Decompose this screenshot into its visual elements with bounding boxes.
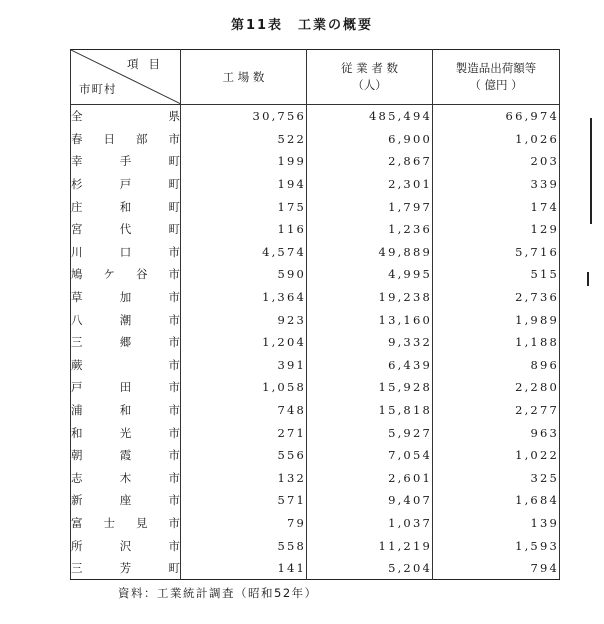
page-title: 第11表 工業の概要 [230, 18, 374, 33]
factories-cell: 556 [181, 444, 307, 467]
municipality-name [71, 199, 180, 215]
municipality-char: 市 [168, 267, 180, 282]
municipality-cell [71, 308, 181, 331]
table-row [71, 354, 560, 377]
municipality-char: 杉 [71, 177, 83, 192]
shipments-header-unit: （ 億円 ） [469, 78, 523, 92]
municipality-char: 市 [168, 131, 180, 146]
employees-cell: 6,439 [307, 354, 433, 377]
municipality-cell [71, 263, 181, 286]
city-header: 市町村 [79, 82, 117, 96]
municipality-cell [71, 489, 181, 512]
table-row [71, 105, 560, 128]
municipality-char: 芳 [119, 561, 132, 576]
municipality-char: 座 [119, 493, 132, 508]
municipality-char: 川 [71, 244, 83, 259]
factories-header-label: 工 場 数 [222, 69, 265, 84]
municipality-name [71, 221, 180, 237]
employees-cell: 11,219 [307, 534, 433, 557]
factories-cell: 141 [181, 557, 307, 580]
shipments-cell: 2,280 [433, 376, 560, 399]
industry-summary-table [70, 49, 560, 580]
employees-header-label: 従 業 者 数 [341, 61, 398, 75]
employees-cell: 9,332 [307, 331, 433, 354]
municipality-cell [71, 376, 181, 399]
municipality-char: 市 [168, 515, 180, 530]
employees-cell: 2,867 [307, 150, 433, 173]
municipality-name [71, 538, 180, 554]
table-row [71, 263, 560, 286]
municipality-cell [71, 286, 181, 309]
municipality-name [71, 402, 180, 418]
factories-cell: 571 [181, 489, 307, 512]
municipality-cell [71, 241, 181, 264]
factories-cell: 748 [181, 399, 307, 422]
employees-cell: 4,995 [307, 263, 433, 286]
municipality-char: 加 [119, 290, 132, 305]
municipality-name [71, 244, 180, 260]
employees-cell: 2,601 [307, 467, 433, 490]
municipality-cell [71, 105, 181, 128]
municipality-name [71, 425, 180, 441]
municipality-char: 三 [71, 335, 83, 350]
municipality-name [71, 447, 180, 463]
factories-cell: 923 [181, 308, 307, 331]
employees-cell: 15,928 [307, 376, 433, 399]
factories-cell: 590 [181, 263, 307, 286]
municipality-cell [71, 354, 181, 377]
municipality-char: 町 [168, 199, 180, 214]
shipments-cell: 1,684 [433, 489, 560, 512]
factories-cell: 4,574 [181, 241, 307, 264]
municipality-char: 志 [71, 470, 83, 485]
municipality-cell [71, 128, 181, 151]
municipality-cell [71, 331, 181, 354]
shipments-cell: 1,026 [433, 128, 560, 151]
municipality-char: 市 [168, 244, 180, 259]
employees-cell: 485,494 [307, 105, 433, 128]
municipality-cell [71, 150, 181, 173]
municipality-char: 鳩 [71, 267, 83, 282]
municipality-cell [71, 467, 181, 490]
municipality-char: ケ [103, 267, 115, 282]
employees-cell: 6,900 [307, 128, 433, 151]
municipality-char: 市 [168, 425, 180, 440]
shipments-cell: 1,188 [433, 331, 560, 354]
employees-cell: 2,301 [307, 173, 433, 196]
item-header: 項目 [127, 57, 170, 71]
municipality-char: 口 [119, 244, 132, 259]
factories-cell: 391 [181, 354, 307, 377]
employees-cell: 5,204 [307, 557, 433, 580]
municipality-char: 木 [119, 470, 132, 485]
factories-cell: 194 [181, 173, 307, 196]
municipality-char: 霞 [119, 448, 132, 463]
table-header-row [71, 50, 560, 105]
municipality-cell [71, 444, 181, 467]
table-row [71, 376, 560, 399]
municipality-cell [71, 557, 181, 580]
shipments-cell: 794 [433, 557, 560, 580]
table-row [71, 421, 560, 444]
municipality-char: 市 [168, 357, 180, 372]
municipality-char: 町 [168, 222, 180, 237]
municipality-cell [71, 218, 181, 241]
employees-cell: 15,818 [307, 399, 433, 422]
municipality-char: 市 [168, 448, 180, 463]
municipality-name [71, 153, 180, 169]
employees-cell: 1,236 [307, 218, 433, 241]
corner-header-cell [71, 50, 181, 105]
shipments-cell: 129 [433, 218, 560, 241]
factories-cell: 271 [181, 421, 307, 444]
municipality-name [71, 289, 180, 305]
municipality-char: 市 [168, 335, 180, 350]
table-row [71, 467, 560, 490]
table-row [71, 557, 560, 580]
municipality-name [71, 470, 180, 486]
municipality-char: 朝 [71, 448, 83, 463]
municipality-name [71, 357, 180, 373]
table-row [71, 489, 560, 512]
municipality-cell [71, 195, 181, 218]
shipments-cell: 896 [433, 354, 560, 377]
table-row [71, 331, 560, 354]
shipments-cell: 203 [433, 150, 560, 173]
factories-header [181, 50, 307, 105]
table-row [71, 444, 560, 467]
shipments-cell: 1,022 [433, 444, 560, 467]
shipments-cell: 2,736 [433, 286, 560, 309]
municipality-char: 市 [168, 538, 180, 553]
factories-cell: 522 [181, 128, 307, 151]
employees-cell: 19,238 [307, 286, 433, 309]
table-row [71, 308, 560, 331]
table-row [71, 534, 560, 557]
employees-cell: 1,037 [307, 512, 433, 535]
municipality-char: 市 [168, 470, 180, 485]
employees-cell: 5,927 [307, 421, 433, 444]
employees-cell: 13,160 [307, 308, 433, 331]
municipality-char: 手 [119, 154, 132, 169]
municipality-char: 郷 [119, 335, 132, 350]
municipality-char: 沢 [119, 538, 132, 553]
shipments-header-label: 製造品出荷額等 [455, 61, 537, 75]
factories-cell: 175 [181, 195, 307, 218]
municipality-cell [71, 399, 181, 422]
municipality-char: 町 [168, 177, 180, 192]
scan-edge-mark [587, 272, 589, 286]
shipments-cell: 325 [433, 467, 560, 490]
table-body [71, 105, 560, 580]
municipality-name [71, 515, 180, 531]
table-row [71, 195, 560, 218]
municipality-char: 八 [71, 312, 83, 327]
municipality-char: 三 [71, 561, 83, 576]
shipments-cell: 1,593 [433, 534, 560, 557]
municipality-char: 全 [71, 109, 83, 124]
factories-cell: 558 [181, 534, 307, 557]
municipality-char: 日 [103, 131, 115, 146]
municipality-char: 町 [168, 561, 180, 576]
municipality-char: 市 [168, 312, 180, 327]
municipality-char: 富 [71, 515, 83, 530]
factories-cell: 132 [181, 467, 307, 490]
municipality-cell [71, 534, 181, 557]
factories-cell: 116 [181, 218, 307, 241]
shipments-cell: 139 [433, 512, 560, 535]
municipality-char: 戸 [119, 177, 132, 192]
municipality-name [71, 379, 180, 395]
shipments-cell: 2,277 [433, 399, 560, 422]
municipality-char: 所 [71, 538, 83, 553]
table-row [71, 218, 560, 241]
municipality-char: 和 [119, 403, 132, 418]
shipments-cell: 963 [433, 421, 560, 444]
shipments-cell: 5,716 [433, 241, 560, 264]
factories-cell: 199 [181, 150, 307, 173]
employees-header-unit: （人） [352, 78, 387, 92]
employees-cell: 7,054 [307, 444, 433, 467]
factories-cell: 30,756 [181, 105, 307, 128]
shipments-header [433, 50, 560, 105]
scan-edge-mark [590, 118, 592, 224]
municipality-char: 谷 [136, 267, 148, 282]
municipality-char: 戸 [71, 380, 83, 395]
municipality-char: 市 [168, 493, 180, 508]
municipality-char: 潮 [119, 312, 132, 327]
municipality-char: 和 [71, 425, 83, 440]
municipality-char: 幸 [71, 154, 83, 169]
municipality-name [71, 492, 180, 508]
employees-cell: 9,407 [307, 489, 433, 512]
municipality-char: 町 [168, 154, 180, 169]
table-row [71, 241, 560, 264]
municipality-char: 草 [71, 290, 83, 305]
municipality-char: 部 [136, 131, 148, 146]
municipality-char: 新 [71, 493, 83, 508]
shipments-cell: 174 [433, 195, 560, 218]
municipality-char: 庄 [71, 199, 83, 214]
municipality-cell [71, 421, 181, 444]
municipality-char: 市 [168, 403, 180, 418]
municipality-name [71, 312, 180, 328]
employees-header [307, 50, 433, 105]
municipality-name [71, 176, 180, 192]
factories-cell: 1,204 [181, 331, 307, 354]
municipality-name [71, 560, 180, 576]
municipality-char: 市 [168, 290, 180, 305]
municipality-char: 見 [136, 515, 148, 530]
municipality-cell [71, 173, 181, 196]
table-row [71, 286, 560, 309]
municipality-char: 蕨 [71, 357, 83, 372]
shipments-cell: 339 [433, 173, 560, 196]
table-row [71, 512, 560, 535]
municipality-name [71, 108, 180, 124]
municipality-cell [71, 512, 181, 535]
municipality-char: 宮 [71, 222, 83, 237]
employees-cell: 1,797 [307, 195, 433, 218]
municipality-char: 和 [119, 199, 132, 214]
source-note: 資料：工業統計調査（昭和52年） [118, 586, 318, 600]
shipments-cell: 515 [433, 263, 560, 286]
shipments-cell: 1,989 [433, 308, 560, 331]
municipality-char: 士 [103, 515, 115, 530]
table-row [71, 150, 560, 173]
shipments-cell: 66,974 [433, 105, 560, 128]
municipality-char: 市 [168, 380, 180, 395]
municipality-name [71, 131, 180, 147]
municipality-char: 浦 [71, 403, 83, 418]
table-row [71, 128, 560, 151]
factories-cell: 79 [181, 512, 307, 535]
municipality-name [71, 334, 180, 350]
table-row [71, 173, 560, 196]
municipality-name [71, 266, 180, 282]
municipality-char: 代 [119, 222, 132, 237]
municipality-char: 県 [168, 109, 180, 124]
municipality-char: 春 [71, 131, 83, 146]
factories-cell: 1,364 [181, 286, 307, 309]
table-row [71, 399, 560, 422]
municipality-char: 田 [119, 380, 132, 395]
employees-cell: 49,889 [307, 241, 433, 264]
municipality-char: 光 [119, 425, 132, 440]
factories-cell: 1,058 [181, 376, 307, 399]
